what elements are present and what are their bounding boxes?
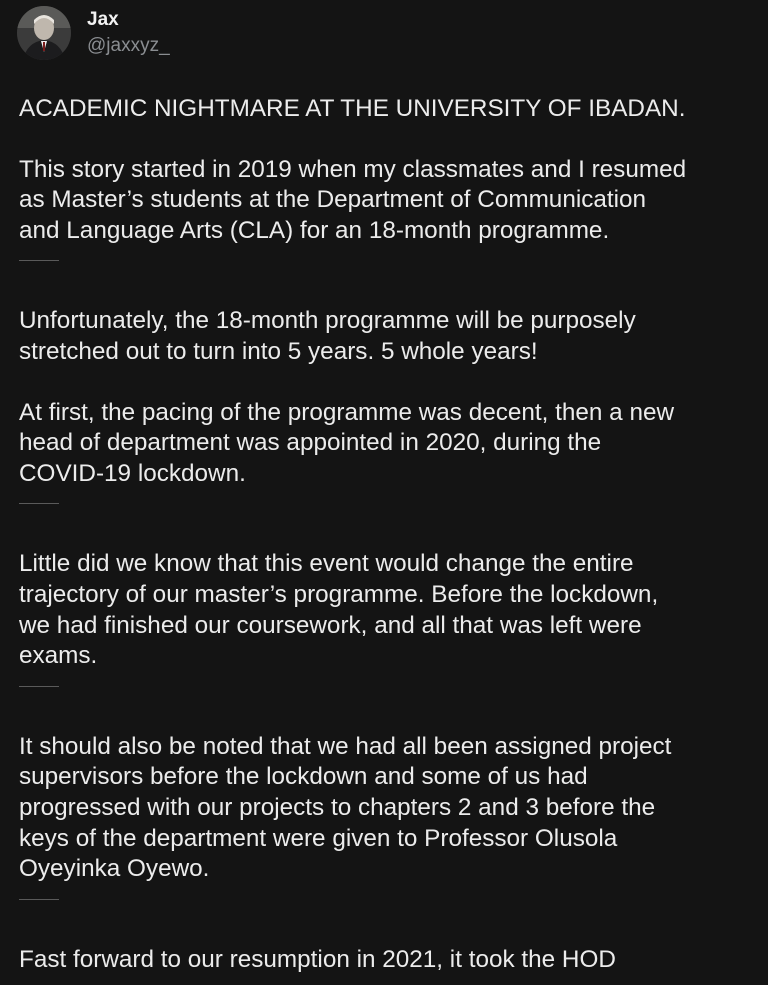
paragraph-4: At first, the pacing of the programme was decent, then a new head of department was appointed in 2020, during the COVID-19 lockdown. bbox=[19, 398, 675, 487]
profile-photo-icon bbox=[17, 6, 71, 60]
separator-line bbox=[19, 489, 754, 519]
tweet-text bbox=[19, 94, 754, 975]
paragraph-5: Little did we know that this event would change the entire trajectory of our master’s programme. Before the lockdown, we had finished our coursework, and all that was left were exams. bbox=[19, 550, 659, 670]
separator-line bbox=[19, 246, 754, 276]
paragraph-gap bbox=[19, 702, 754, 732]
paragraph-7: Fast forward to our resumption in 2021, it took the HOD bbox=[19, 945, 616, 973]
author-display-name[interactable]: Jax bbox=[87, 9, 119, 30]
paragraph-3: Unfortunately, the 18-month programme will be purposely stretched out to turn into 5 years. 5 whole years! bbox=[19, 307, 636, 365]
tweet-header bbox=[17, 6, 170, 66]
paragraph-gap bbox=[19, 519, 754, 549]
paragraph-gap bbox=[19, 276, 754, 306]
paragraph-2: This story started in 2019 when my classmates and I resumed as Master’s students at the Department of Communication and Language Arts (CLA) for an 18-month programme. bbox=[19, 155, 687, 244]
author-names bbox=[87, 9, 170, 58]
paragraph-1: ACADEMIC NIGHTMARE AT THE UNIVERSITY OF IBADAN. bbox=[19, 95, 686, 122]
separator-line bbox=[19, 885, 754, 915]
paragraph-6: It should also be noted that we had all been assigned project supervisors before the lockdown and some of us had progressed with our projects to chapters 2 and 3 before the keys of the department were given to Professor Olusola Oyeyinka Oyewo. bbox=[19, 732, 672, 883]
separator-line bbox=[19, 672, 754, 702]
author-handle[interactable]: @jaxxyz_ bbox=[87, 35, 170, 56]
paragraph-gap bbox=[19, 915, 754, 945]
paragraph-gap bbox=[19, 125, 754, 155]
paragraph-gap bbox=[19, 368, 754, 398]
avatar[interactable] bbox=[17, 6, 71, 60]
